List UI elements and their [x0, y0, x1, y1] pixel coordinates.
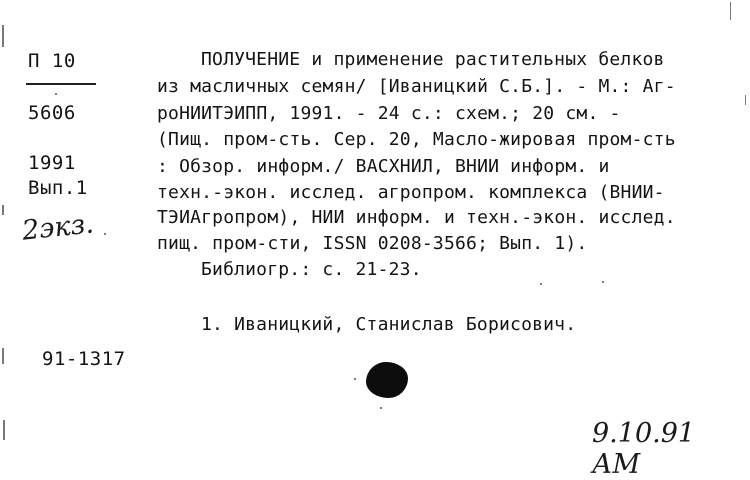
handwritten-date: 9.10.91 АМ — [592, 418, 696, 480]
speck — [602, 281, 604, 283]
speck — [540, 283, 542, 285]
shelf-mark: П 10 — [28, 50, 76, 72]
entry-line: : Обзор. информ./ ВАСХНИЛ, ВНИИ информ. и — [157, 156, 610, 177]
entry-line: (Пищ. пром-сть. Сер. 20, Масло-жировая пром-сть — [157, 129, 676, 150]
accession-number: 91-1317 — [42, 348, 126, 370]
edge-mark — [730, 2, 731, 20]
year: 1991 — [28, 152, 76, 174]
entry-line: ТЭИАгропром), НИИ информ. и техн.-экон. исслед. — [157, 207, 676, 228]
edge-mark — [2, 25, 4, 47]
speck — [354, 378, 356, 380]
edge-mark — [2, 205, 4, 215]
speck — [104, 233, 106, 235]
entry-line: из масличных семян/ [Иваницкий С.Б.]. - М.: Аг- — [157, 76, 676, 97]
author-tracing: 1. Иваницкий, Станислав Борисович. — [201, 314, 577, 335]
edge-mark — [745, 95, 746, 105]
edge-mark — [3, 420, 5, 440]
speck — [55, 93, 57, 95]
entry-line: техн.-экон. исслед. агропром. комплекса (ВНИИ- — [157, 182, 665, 203]
entry-line: пищ. пром-сти, ISSN 0208-3566; Вып. 1). — [157, 233, 588, 254]
handwritten-copies-note: 2экз. — [20, 208, 96, 247]
bibliography-line: Библиогр.: с. 21-23. — [201, 259, 422, 280]
issue-number: Вып.1 — [28, 177, 88, 199]
shelf-mark-rule — [26, 83, 96, 85]
punch-hole — [366, 362, 408, 398]
entry-line: ПОЛУЧЕНИЕ и применение растительных белков — [201, 49, 665, 70]
speck — [380, 407, 382, 409]
call-number: 5606 — [28, 102, 76, 124]
edge-mark — [2, 348, 4, 364]
entry-line: роНИИТЭИПП, 1991. - 24 с.: схем.; 20 см. - — [157, 103, 621, 124]
